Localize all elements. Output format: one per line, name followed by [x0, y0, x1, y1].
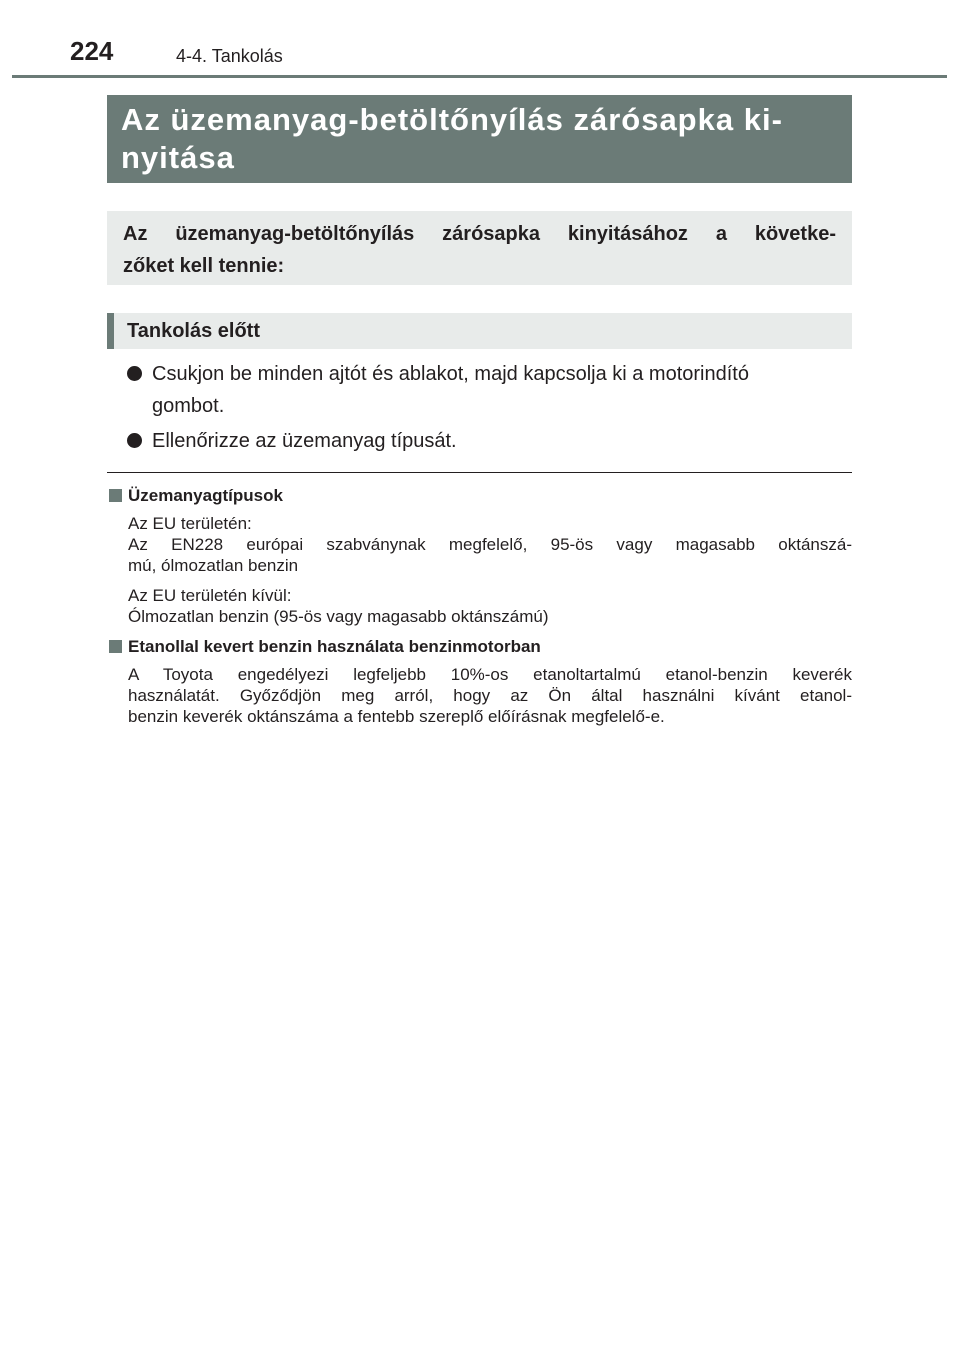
note-paragraph [128, 513, 852, 576]
note-title-text: Etanollal kevert benzin használata benzinmotorban [128, 637, 541, 656]
note-line: benzin keverék oktánszáma a fentebb szereplő előírásnak megfelelő-e. [128, 707, 665, 726]
notes-section [109, 485, 852, 736]
note-title [109, 485, 852, 507]
note-fuel-types [109, 485, 852, 627]
note-line: Az EN228 európai szabványnak megfelelő, 95-ös vagy magasabb oktánszá- [128, 535, 852, 554]
note-ethanol-blend [109, 636, 852, 727]
square-bullet-icon [109, 640, 122, 653]
bullet-item [120, 425, 855, 457]
bullet-dot-icon [127, 433, 142, 448]
note-paragraph [128, 585, 852, 627]
bullet-text-line: Csukjon be minden ajtót és ablakot, majd kapcsolja ki a motorindító [152, 363, 749, 385]
note-line: Az EU területén kívül: [128, 586, 292, 605]
note-line: használatát. Győződjön meg arról, hogy az Ön által használni kívánt etanol- [128, 686, 852, 705]
intro-line-1: Az üzemanyag-betöltőnyílás zárósapka kinyitásához a követke- [123, 223, 836, 245]
main-heading [107, 95, 852, 183]
note-body [109, 513, 852, 627]
main-heading-line-1: Az üzemanyag-betöltőnyílás zárósapka ki- [121, 102, 783, 137]
page-number: 224 [70, 36, 114, 66]
sub-heading [107, 313, 852, 349]
bullet-dot-icon [127, 366, 142, 381]
note-body [109, 664, 852, 727]
bullet-list [120, 358, 855, 460]
note-line: A Toyota engedélyezi legfeljebb 10%-os etanoltartalmú etanol-benzin keverék [128, 665, 852, 684]
main-heading-line-2: nyitása [121, 140, 235, 175]
note-title [109, 636, 852, 658]
bullet-item [120, 358, 855, 422]
bullet-text-line: Ellenőrizze az üzemanyag típusát. [152, 430, 457, 452]
section-divider [107, 472, 852, 473]
note-line: mú, ólmozatlan benzin [128, 556, 299, 575]
header-divider [12, 75, 947, 78]
intro-box [107, 211, 852, 285]
sub-heading-label: Tankolás előtt [127, 320, 260, 342]
square-bullet-icon [109, 489, 122, 502]
note-line: Az EU területén: [128, 514, 252, 533]
note-paragraph [128, 664, 852, 727]
intro-line-2: zőket kell tennie: [123, 255, 285, 277]
section-title: 4-4. Tankolás [176, 46, 283, 66]
note-title-text: Üzemanyagtípusok [128, 486, 283, 505]
note-line: Ólmozatlan benzin (95-ös vagy magasabb oktánszámú) [128, 607, 549, 626]
bullet-text-line: gombot. [152, 395, 225, 417]
